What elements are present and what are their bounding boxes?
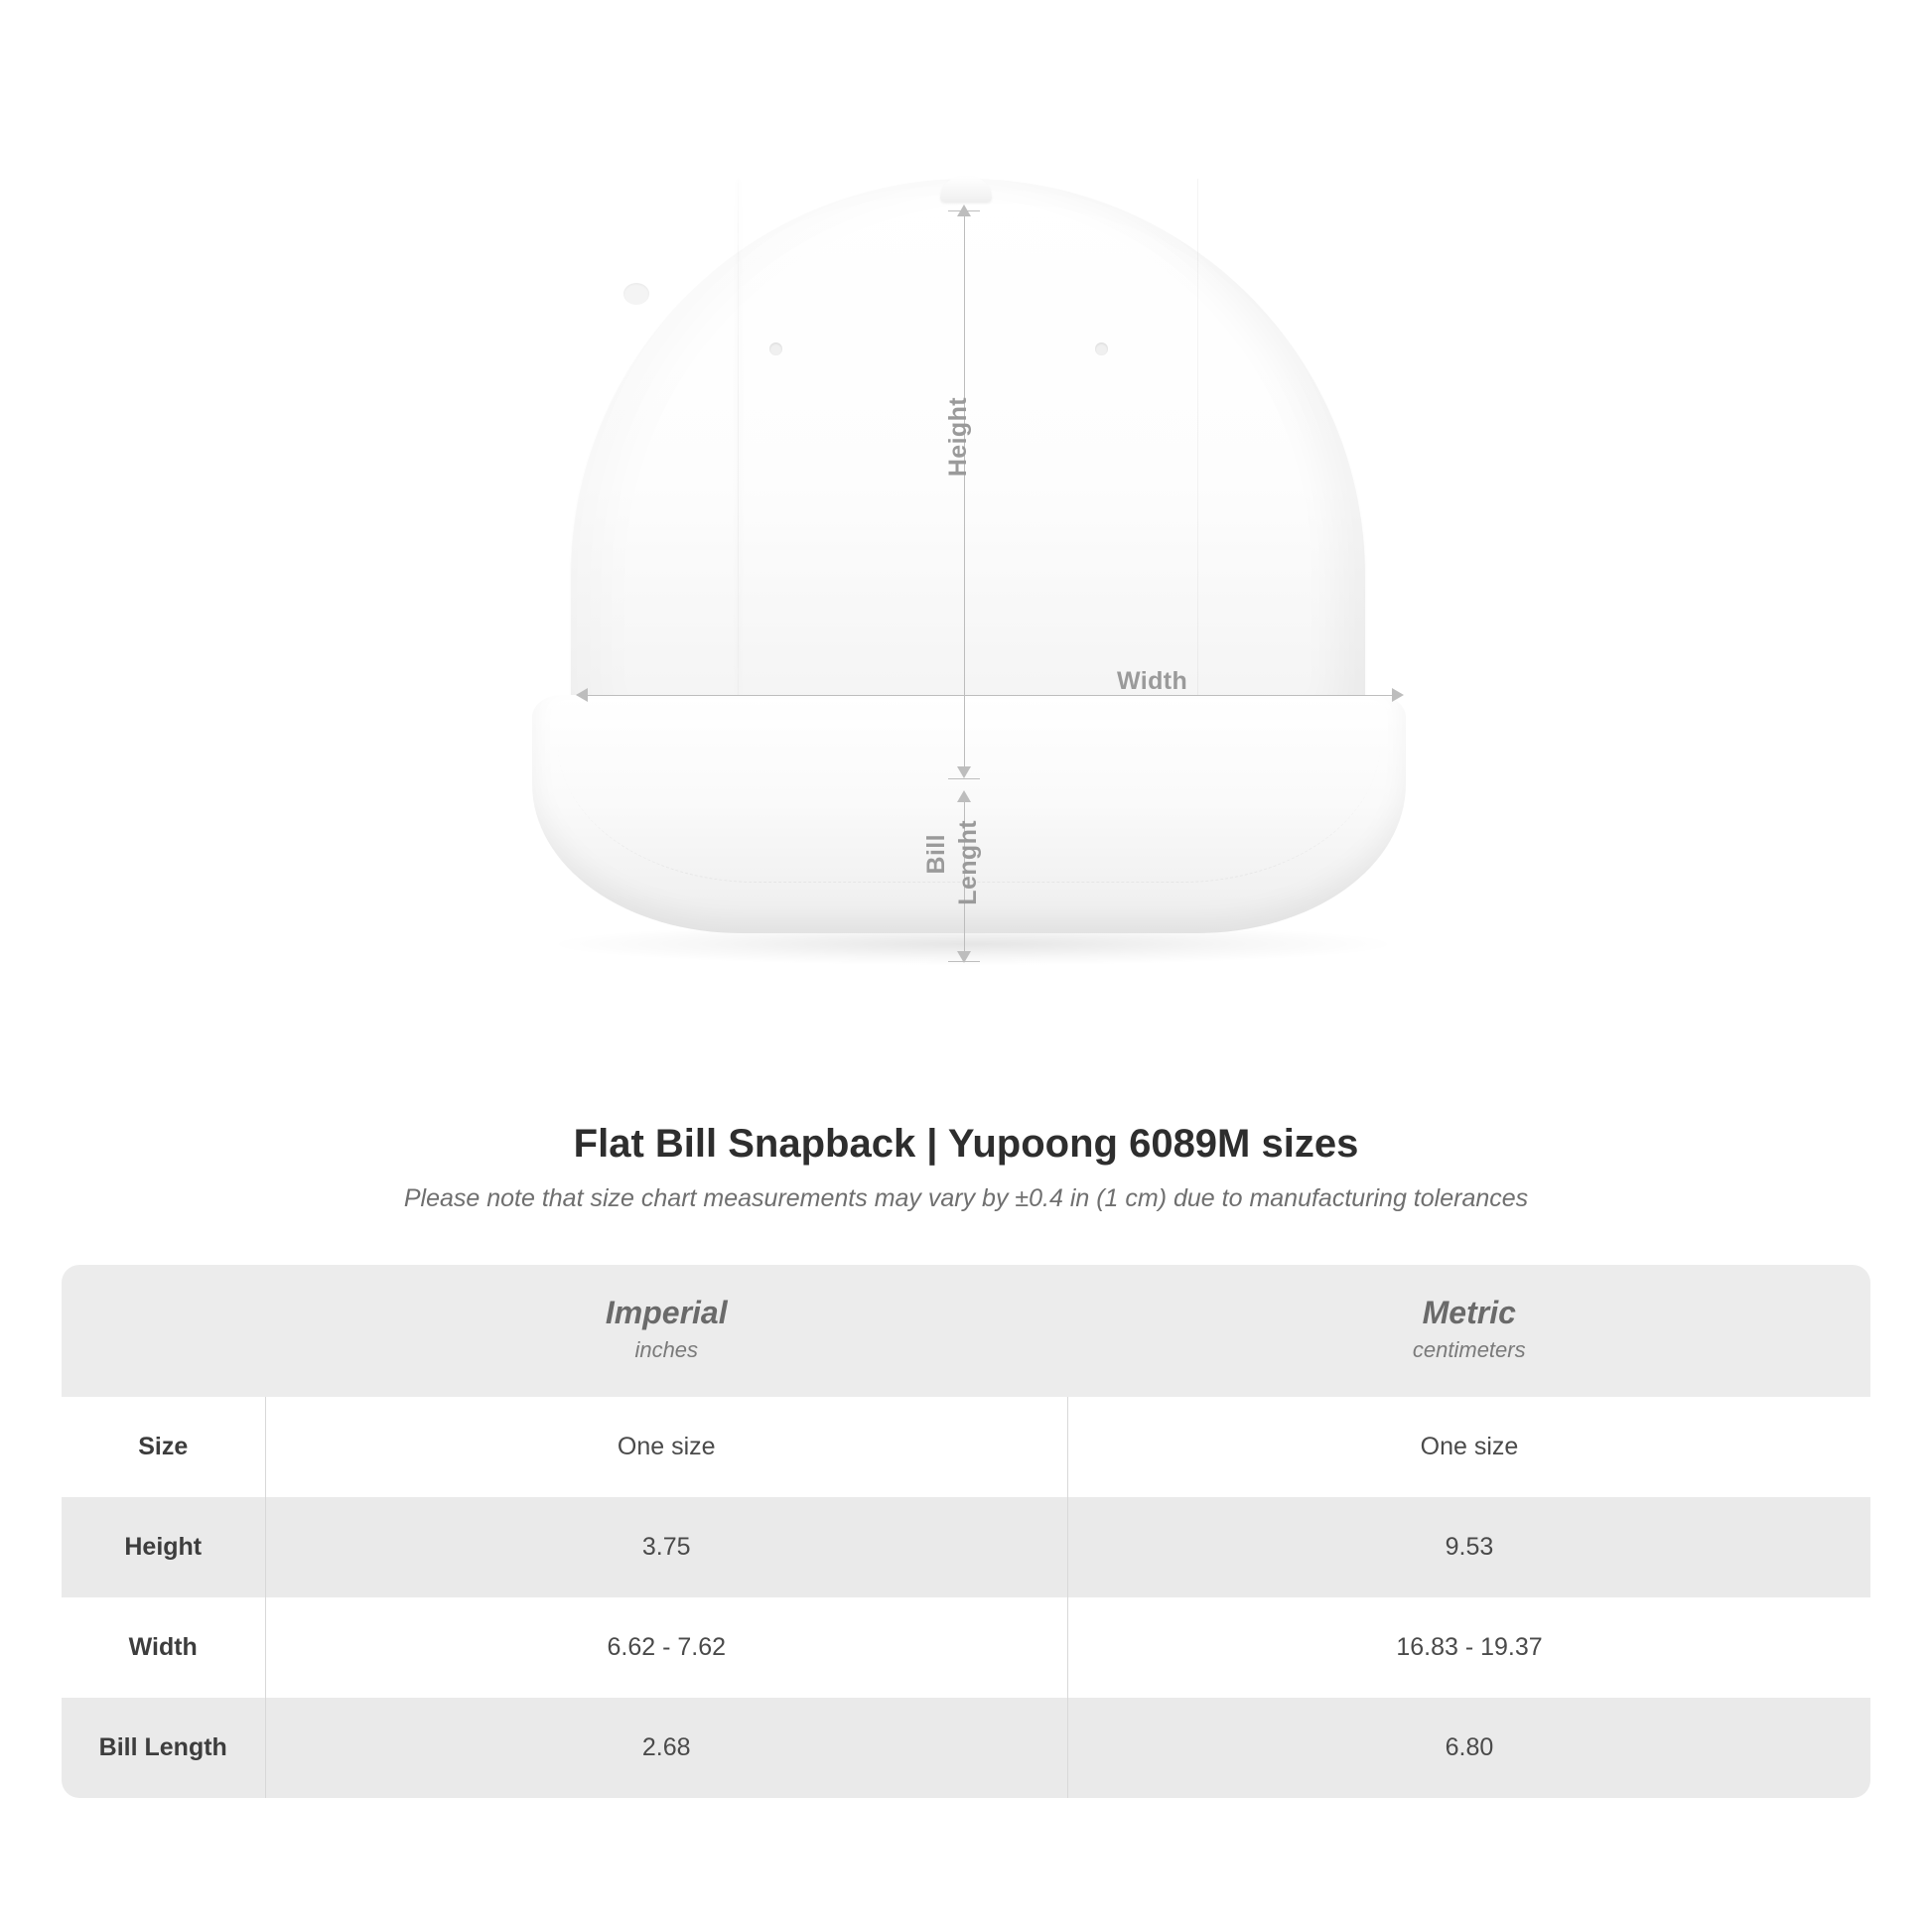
table-row bbox=[62, 1397, 1870, 1497]
row-label-width: Width bbox=[62, 1597, 265, 1698]
size-table-head bbox=[62, 1265, 1870, 1397]
bill-length-label-line2: Lenght bbox=[954, 820, 982, 905]
cap-side-seam bbox=[623, 283, 649, 305]
size-table bbox=[62, 1265, 1870, 1798]
width-arrow-left-icon bbox=[576, 688, 588, 702]
bill-length-label-line1: Bill bbox=[922, 834, 950, 875]
cap-top-button bbox=[940, 177, 992, 203]
cell-bill-length-metric: 6.80 bbox=[1068, 1698, 1871, 1798]
units-imperial-main: Imperial bbox=[605, 1295, 728, 1330]
cell-height-imperial: 3.75 bbox=[265, 1497, 1068, 1597]
height-tick-bottom bbox=[948, 778, 980, 779]
height-arrow-bottom-icon bbox=[957, 766, 971, 778]
width-label: Width bbox=[1117, 667, 1188, 695]
units-row bbox=[62, 1265, 1870, 1397]
bill-length-arrow-top-icon bbox=[957, 790, 971, 802]
units-cell-imperial bbox=[265, 1265, 1068, 1397]
height-label: Height bbox=[944, 397, 972, 478]
units-cell-metric bbox=[1068, 1265, 1871, 1397]
cell-width-metric: 16.83 - 19.37 bbox=[1068, 1597, 1871, 1698]
units-metric-sub: centimeters bbox=[1412, 1337, 1526, 1362]
bill-length-tick-bottom bbox=[948, 961, 980, 962]
units-cell-empty bbox=[62, 1265, 265, 1397]
cell-size-metric: One size bbox=[1068, 1397, 1871, 1497]
cell-bill-length-imperial: 2.68 bbox=[265, 1698, 1068, 1798]
title-block bbox=[0, 1122, 1932, 1213]
cell-size-imperial: One size bbox=[265, 1397, 1068, 1497]
row-label-size: Size bbox=[62, 1397, 265, 1497]
table-row bbox=[62, 1597, 1870, 1698]
cap-eyelet-right bbox=[1095, 343, 1108, 355]
units-imperial-sub: inches bbox=[634, 1337, 699, 1362]
height-dimension-line bbox=[964, 210, 965, 776]
row-label-bill-length: Bill Length bbox=[62, 1698, 265, 1798]
width-arrow-right-icon bbox=[1392, 688, 1404, 702]
cap-seam-left bbox=[738, 179, 739, 735]
page-title: Flat Bill Snapback | Yupoong 6089M sizes bbox=[573, 1122, 1359, 1166]
cell-height-metric: 9.53 bbox=[1068, 1497, 1871, 1597]
row-label-height: Height bbox=[62, 1497, 265, 1597]
height-tick-top bbox=[948, 210, 980, 211]
size-table-wrapper bbox=[62, 1265, 1870, 1798]
cap-seam-right bbox=[1197, 179, 1198, 735]
width-dimension-line bbox=[588, 695, 1402, 696]
cell-width-imperial: 6.62 - 7.62 bbox=[265, 1597, 1068, 1698]
tolerance-note: Please note that size chart measurements may vary by ±0.4 in (1 cm) due to manufacturing tolerances bbox=[403, 1184, 1529, 1212]
table-row bbox=[62, 1497, 1870, 1597]
units-metric-main: Metric bbox=[1422, 1295, 1516, 1330]
table-row bbox=[62, 1698, 1870, 1798]
size-table-body bbox=[62, 1397, 1870, 1798]
cap-eyelet-left bbox=[769, 343, 782, 355]
